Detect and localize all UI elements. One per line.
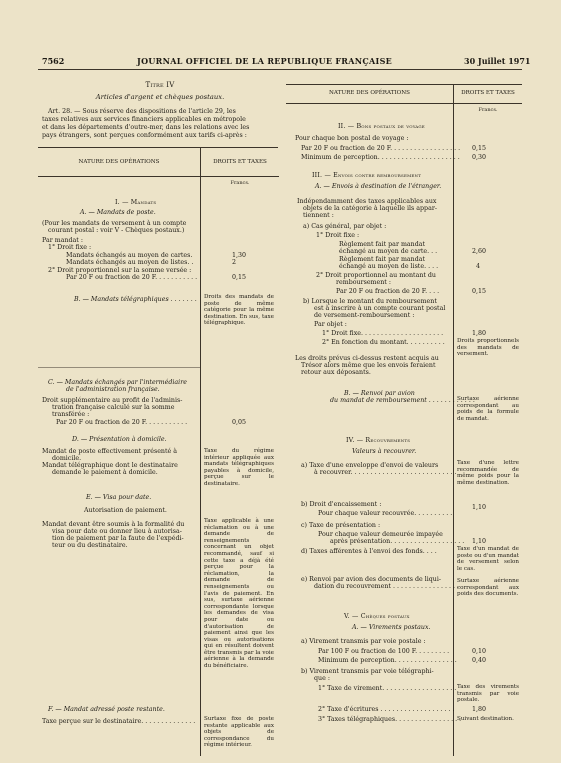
- operation-line: a) Cas général, par objet :: [303, 223, 387, 230]
- tariff-value: 0,15: [232, 274, 247, 281]
- tariff-value: 0,30: [472, 154, 487, 161]
- operation-line: visa pour date ou donner lieu à autorisa-: [52, 528, 182, 535]
- operation-line: 1° Droit fixe :: [48, 244, 92, 251]
- tariff-value: 4: [476, 263, 481, 270]
- operation-line: 1° Droit fixe. . . . . . . . . . . . . . . . . . . . .: [322, 330, 444, 337]
- operation-line: V. — Chèques postaux: [344, 613, 410, 620]
- operation-line: 3° Taxes télégraphiques. . . . . . . . . . . . . . . . .: [318, 716, 462, 723]
- operation-line: Par 100 F ou fraction de 100 F. . . . . . . . .: [318, 648, 450, 655]
- operation-line: b) Lorsque le montant du remboursement: [303, 298, 437, 305]
- right-col-header-droits: DROITS ET TAXES: [461, 90, 515, 96]
- operation-line: demande le paiement à domicile.: [52, 469, 158, 476]
- tariff-value: 1,30: [232, 252, 247, 259]
- operation-line: F. — Mandat adressé poste restante.: [48, 706, 165, 713]
- operation-line: I. — Mandats: [115, 199, 157, 206]
- operation-line: Par 20 F ou fraction de 20 F. . . . . . . . . . . . . . . . . .: [301, 145, 461, 152]
- operation-line: Par 20 F ou fraction de 20 F. . . .: [336, 288, 440, 295]
- issue-date: 30 Juillet 1971: [464, 56, 531, 66]
- tariff-note: Taxe d'une lettre recommandée de même poids pour la même destination.: [457, 460, 519, 486]
- operation-line: a) Taxe d'une enveloppe d'envoi de valeurs: [301, 462, 439, 469]
- tariff-value: 1,80: [472, 330, 487, 337]
- operation-line: après présentation. . . . . . . . . . . . . . . . . . .: [330, 538, 465, 545]
- tariff-note: Droits des mandats de poste de même catégorie pour la même destination. En sus, taxe télégraphique.: [204, 294, 274, 327]
- operation-line: 1° Taxe de virement. . . . . . . . . . . . . . . . . . .: [318, 685, 457, 692]
- operation-line: tration française calculé sur la somme: [52, 404, 175, 411]
- tariff-value: 2,60: [472, 248, 487, 255]
- tariff-note: Surtaxe fixe de poste restante applicable aux objets de correspondance du régime intérieur.: [204, 716, 274, 749]
- operation-line: courant postal : voir V - Chèques postaux.): [48, 227, 185, 234]
- operation-line: teur ou du destinataire.: [52, 542, 128, 549]
- right-header-rule: [286, 103, 522, 104]
- tariff-value: 1,10: [472, 504, 487, 511]
- operation-line: Règlement fait par mandat: [339, 256, 426, 263]
- operation-line: Valeurs à recouvrer.: [352, 448, 417, 455]
- operation-line: 2° Droit proportionnel au montant du: [316, 272, 436, 279]
- operation-line: Mandat devant être soumis à la formalité du: [42, 521, 185, 528]
- operation-line: de versement-remboursement :: [314, 312, 415, 319]
- left-col-header-nature: NATURE DES OPÉRATIONS: [78, 159, 160, 165]
- intro-line: Art. 28. — Sous réserve des dispositions de l'article 29, les: [48, 108, 236, 115]
- operation-line: Pour chaque bon postal de voyage :: [295, 135, 409, 142]
- right-column-divider: [453, 84, 454, 756]
- operation-line: objets de la catégorie à laquelle ils appar-: [303, 205, 437, 212]
- operation-line: A. — Virements postaux.: [352, 624, 431, 631]
- operation-line: Les droits prévus ci-dessus restent acquis au: [295, 355, 439, 362]
- operation-line: dation du recouvrement . . . . . . . . . . . . . . . . .: [314, 583, 460, 590]
- operation-line: Mandats échangés au moyen de cartes.: [66, 252, 193, 259]
- operation-line: d) Taxes afférentes à l'envoi des fonds. . . .: [301, 548, 437, 555]
- left-unit: Francs.: [230, 180, 250, 186]
- section-subtitle: Articles d'argent et chèques postaux.: [95, 93, 225, 101]
- operation-line: 2° En fonction du montant. . . . . . . . . .: [322, 339, 445, 346]
- operation-line: D. — Présentation à domicile.: [72, 436, 167, 443]
- tariff-value: 1,10: [472, 538, 487, 545]
- operation-line: échangé au moyen de liste. . . .: [339, 263, 439, 270]
- header-rule: [38, 69, 522, 70]
- operation-line: Trésor alors même que les envois feraient: [301, 362, 436, 369]
- page-number: 7562: [42, 56, 65, 66]
- intro-line: taxes relatives aux services financiers applicables en métropole: [42, 116, 246, 123]
- operation-line: que :: [314, 675, 330, 682]
- left-header-rule: [38, 176, 279, 177]
- operation-line: IV. — Recouvrements: [346, 437, 411, 444]
- operation-line: B. — Mandats télégraphiques . . . . . . .: [74, 296, 197, 303]
- operation-line: Par objet :: [314, 321, 347, 328]
- tariff-value: 0,05: [232, 419, 247, 426]
- operation-line: échangé au moyen de carte. . .: [339, 248, 438, 255]
- intro-line: pays étrangers, sont perçues conformément aux tarifs ci-après :: [42, 132, 247, 139]
- operation-line: B. — Renvoi par avion: [344, 390, 415, 397]
- tariff-note: Taxe d'un mandat de poste ou d'un mandat de versement selon le cas.: [457, 546, 519, 572]
- operation-line: tion de paiement par la faute de l'expédi-: [52, 535, 184, 542]
- tariff-note: Suivant destination.: [457, 716, 514, 722]
- tariff-value: 2: [232, 259, 237, 266]
- tariff-value: 0,40: [472, 657, 487, 664]
- operation-line: 1° Droit fixe :: [316, 232, 360, 239]
- operation-line: remboursement :: [336, 279, 391, 286]
- tariff-note: Taxe des virements transmis par voie postale.: [457, 684, 519, 704]
- operation-line: du mandat de remboursement . . . . . . . . . . . .: [330, 397, 475, 404]
- operation-line: Pour chaque valeur recouvrée. . . . . . . . . .: [318, 510, 453, 517]
- left-column-divider: [200, 147, 201, 756]
- operation-line: Par mandat :: [42, 237, 83, 244]
- right-unit: Francs.: [478, 107, 498, 113]
- section-title: Titre IV: [145, 81, 175, 89]
- tariff-value: 1,80: [472, 706, 487, 713]
- operation-line: Mandat de poste effectivement présenté à: [42, 448, 178, 455]
- operation-line: tiennent :: [303, 212, 334, 219]
- tariff-note: Droits proportionnels des mandats de versement.: [457, 338, 519, 358]
- journal-title: JOURNAL OFFICIEL DE LA REPUBLIQUE FRANÇAISE: [137, 56, 393, 66]
- tariff-note: Surtaxe aérienne correspondant aux poids des documents.: [457, 578, 519, 598]
- operation-line: est à inscrire à un compte courant postal: [314, 305, 446, 312]
- operation-line: Taxe perçue sur le destinataire. . . . . . . . . . . . . .: [42, 718, 196, 725]
- right-col-header-nature: NATURE DES OPÉRATIONS: [329, 90, 410, 96]
- operation-line: Minimum de perception. . . . . . . . . . . . . . . . . . . . .: [301, 154, 460, 161]
- tariff-note: Taxe applicable à une réclamation ou à une demande de renseignements concernant un objet recommandé, sauf si cette taxe a déjà été perçue pour la réclamation, la demande de renseignements ou l'avis de paiement. En sus, surtaxe aérienne correspondante lorsque les demandes de visa pour date ou d'autorisation de paiement ainsi que les visas ou autorisations qui en résultent doivent être transmis par la voie aérienne à la demande du bénéficiaire.: [204, 518, 274, 670]
- operation-line: Indépendamment des taxes applicables aux: [297, 198, 437, 205]
- operation-line: c) Taxe de présentation :: [301, 522, 381, 529]
- intro-line: et dans les départements d'outre-mer, dans les relations avec les: [42, 124, 250, 131]
- tariff-value: 0,15: [472, 145, 487, 152]
- operation-line: A. — Mandats de poste.: [80, 209, 156, 216]
- operation-line: (Pour les mandats de versement à un compte: [42, 220, 187, 227]
- tariff-value: 0,15: [472, 288, 487, 295]
- operation-line: Mandats échangés au moyen de listes. .: [66, 259, 194, 266]
- operation-line: Règlement fait par mandat: [339, 241, 426, 248]
- operation-line: Pour chaque valeur demeurée impayée: [318, 531, 443, 538]
- tariff-note: Surtaxe aérienne correspondant au poids de la formule de mandat.: [457, 396, 519, 422]
- operation-line: e) Renvoi par avion des documents de liqui-: [301, 576, 441, 583]
- operation-line: C. — Mandats échangés par l'intermédiaire: [48, 379, 187, 386]
- operation-line: 2° Droit proportionnel sur la somme versée :: [48, 267, 192, 274]
- operation-line: Mandat télégraphique dont le destinataire: [42, 462, 178, 469]
- operation-line: de l'administration française.: [66, 386, 160, 393]
- operation-line: Autorisation de paiement.: [84, 507, 167, 514]
- operation-line: à recouvrer. . . . . . . . . . . . . . . . . . . . . . . . . . .: [314, 469, 457, 476]
- operation-line: A. — Envois à destination de l'étranger.: [315, 183, 442, 190]
- operation-line: retour aux déposants.: [301, 369, 371, 376]
- left-separator: [38, 367, 200, 368]
- left-col-header-droits: DROITS ET TAXES: [213, 159, 267, 165]
- operation-line: transférée :: [52, 411, 90, 418]
- operation-line: b) Droit d'encaissement :: [301, 501, 382, 508]
- operation-line: Minimum de perception. . . . . . . . . . . . . . . .: [318, 657, 457, 664]
- operation-line: Droit supplémentaire au profit de l'adminis-: [42, 397, 183, 404]
- operation-line: Par 20 F ou fraction de 20 F. . . . . . . . . . .: [56, 419, 188, 426]
- operation-line: a) Virement transmis par voie postale :: [301, 638, 426, 645]
- operation-line: II. — Bons postaux de voyage: [338, 123, 425, 130]
- operation-line: E. — Visa pour date.: [86, 494, 152, 501]
- operation-line: III. — Envois contre remboursement: [312, 172, 422, 179]
- operation-line: 2° Taxe d'écritures . . . . . . . . . . . . . . . . . . .: [318, 706, 455, 713]
- operation-line: b) Virement transmis par voie télégraphi-: [301, 668, 434, 675]
- tariff-value: 0,10: [472, 648, 487, 655]
- tariff-note: Taxe du régime intérieur appliquée aux mandats télégraphiques payables à domicile, perçue sur le destinataire.: [204, 448, 274, 487]
- operation-line: Par 20 F ou fraction de 20 F. . . . . . . . . . .: [66, 274, 198, 281]
- operation-line: domicile.: [52, 455, 82, 462]
